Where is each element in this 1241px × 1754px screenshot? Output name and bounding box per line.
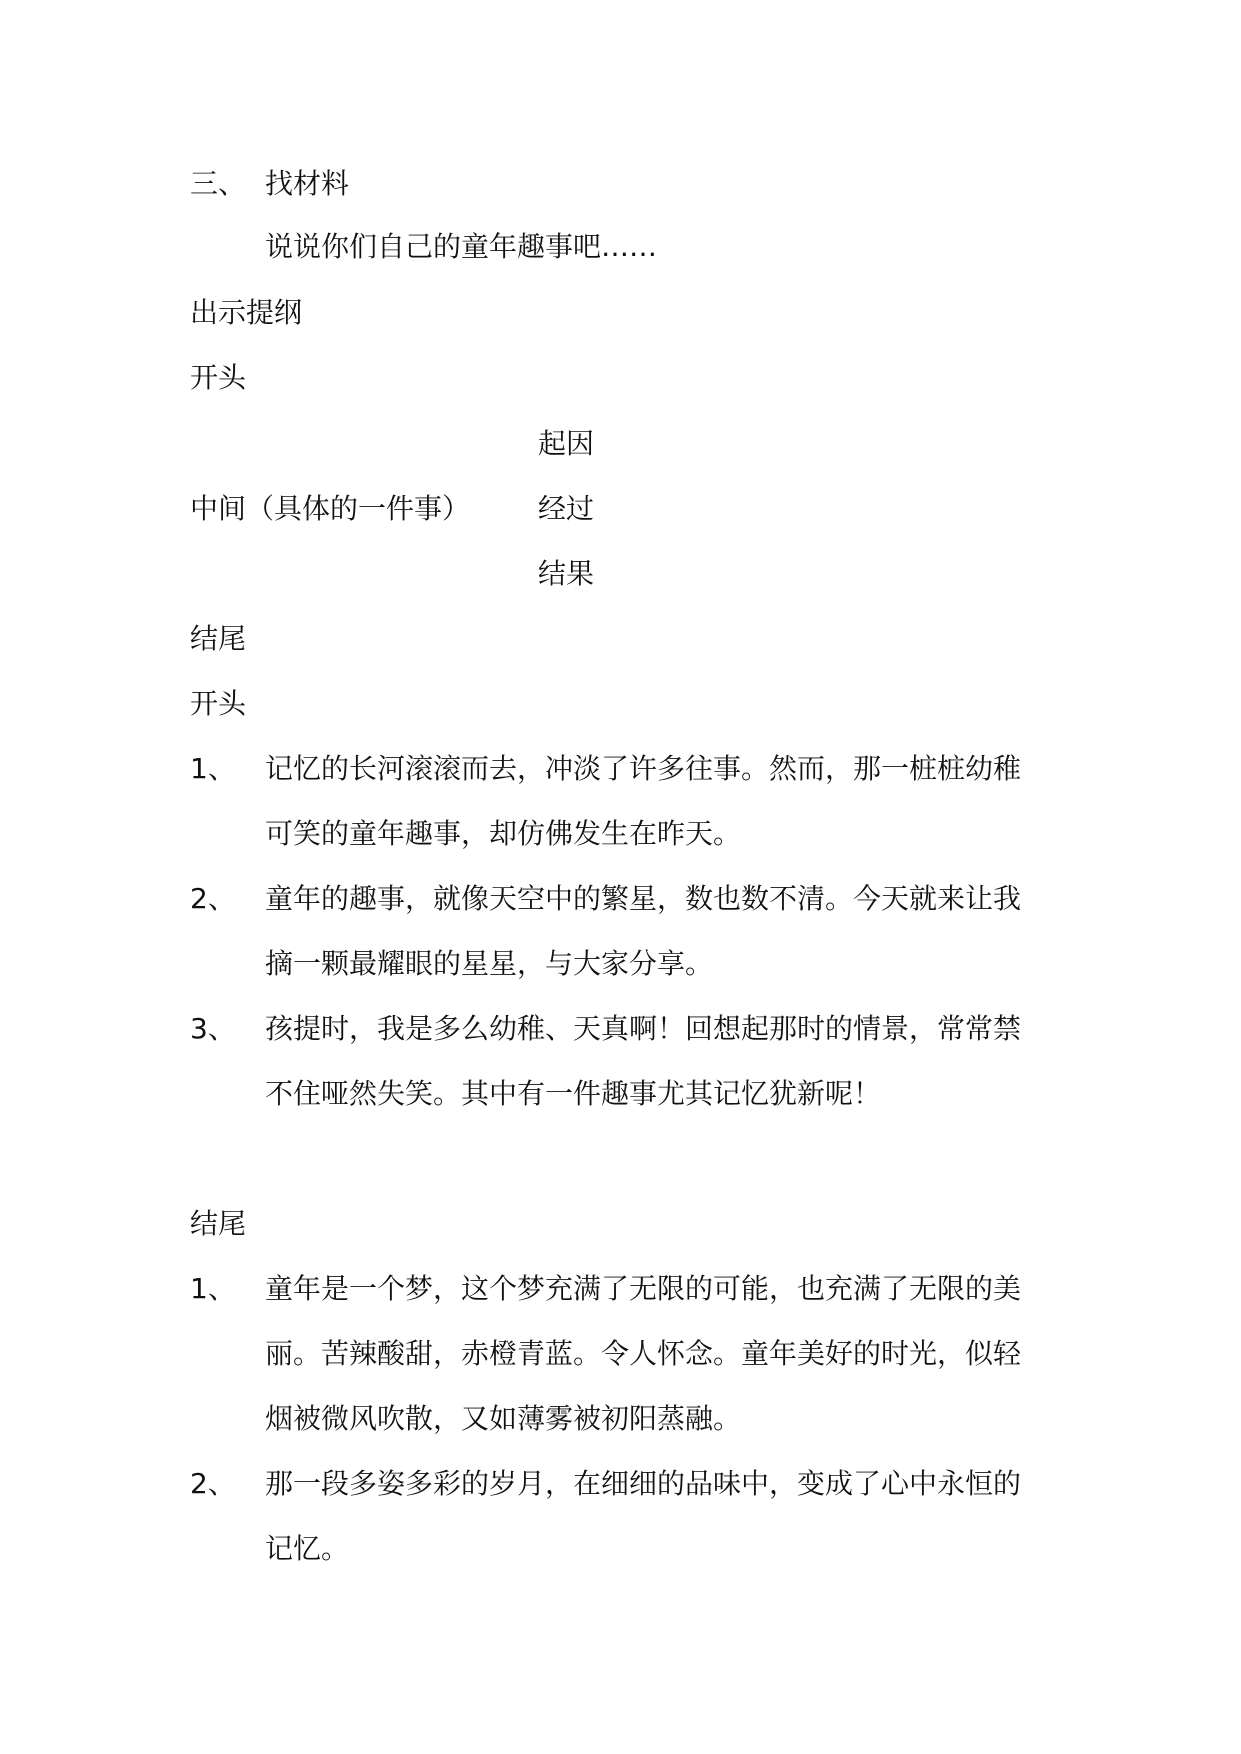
ending-1-line-3: 烟被微风吹散，又如薄雾被初阳蒸融。: [265, 1402, 742, 1435]
openings-heading: 开头: [190, 687, 247, 720]
opening-1-line-2: 可笑的童年趣事，却仿佛发生在昨天。: [265, 817, 742, 850]
opening-3-line-2: 不住哑然失笑。其中有一件趣事尤其记忆犹新呢！: [265, 1077, 882, 1110]
outline-part-result: 结果: [538, 557, 595, 590]
outline-start: 开头: [190, 361, 247, 394]
opening-2-line-1: 童年的趣事，就像天空中的繁星，数也数不清。今天就来让我: [265, 882, 1022, 915]
ending-2-line-1: 那一段多姿多彩的岁月，在细细的品味中，变成了心中永恒的: [265, 1467, 1022, 1500]
ending-2-line-2: 记忆。: [265, 1532, 350, 1565]
opening-1-number: 1、: [190, 752, 236, 785]
opening-2-line-2: 摘一颗最耀眼的星星，与大家分享。: [265, 947, 714, 980]
outline-end: 结尾: [190, 622, 247, 655]
outline-heading: 出示提纲: [190, 296, 303, 329]
intro-text: 说说你们自己的童年趣事吧……: [265, 230, 658, 263]
outline-part-process: 经过: [538, 492, 595, 525]
outline-part-cause: 起因: [538, 427, 595, 460]
endings-heading: 结尾: [190, 1207, 247, 1240]
opening-3-line-1: 孩提时，我是多么幼稚、天真啊！回想起那时的情景，常常禁: [265, 1012, 1022, 1045]
section-title: 找材料: [265, 167, 350, 200]
section-number: 三、: [190, 167, 247, 200]
opening-1-line-1: 记忆的长河滚滚而去，冲淡了许多往事。然而，那一桩桩幼稚: [265, 752, 1022, 785]
ending-1-number: 1、: [190, 1272, 236, 1305]
ending-2-number: 2、: [190, 1467, 236, 1500]
opening-3-number: 3、: [190, 1012, 236, 1045]
ending-1-line-2: 丽。苦辣酸甜，赤橙青蓝。令人怀念。童年美好的时光，似轻: [265, 1337, 1022, 1370]
ending-1-line-1: 童年是一个梦，这个梦充满了无限的可能，也充满了无限的美: [265, 1272, 1022, 1305]
opening-2-number: 2、: [190, 882, 236, 915]
outline-middle: 中间（具体的一件事）: [190, 492, 471, 525]
